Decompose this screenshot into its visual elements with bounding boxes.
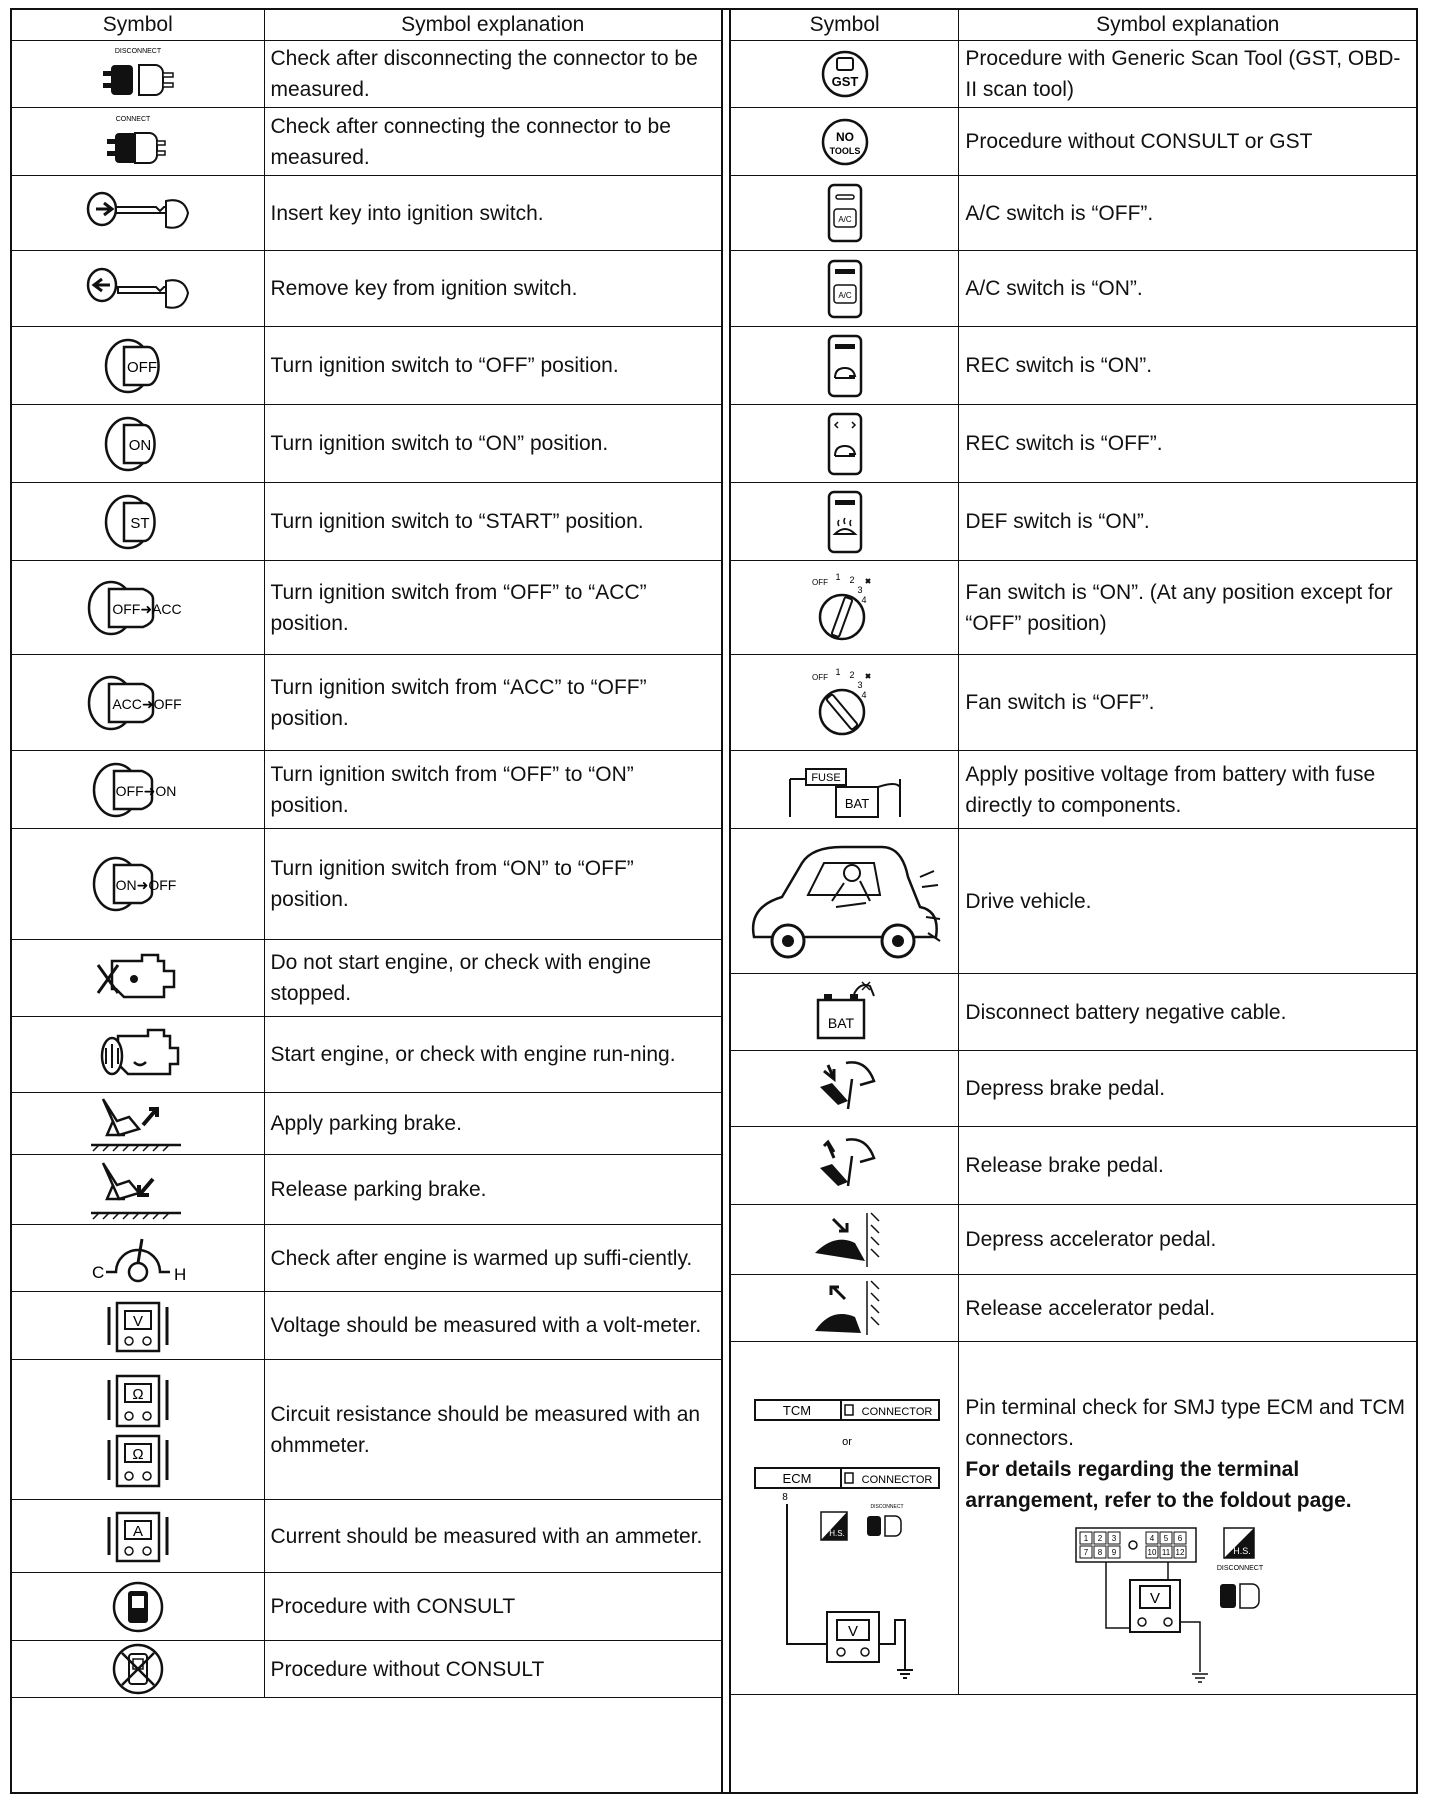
table-row: [731, 829, 1416, 974]
explanation-text: Start engine, or check with engine run-ning.: [264, 1017, 721, 1093]
pin-check-text: Pin terminal check for SMJ type ECM and TCM connectors.: [965, 1396, 1406, 1450]
pin-layout-diagram: [1072, 1524, 1302, 1694]
explanation-text: Check after connecting the connector to be measured.: [264, 108, 721, 176]
apply-parking-brake-icon: [83, 1095, 193, 1153]
svg-text:8: 8: [781, 1492, 788, 1503]
table-row: [731, 1127, 1416, 1205]
explanation-text: Turn ignition switch to “START” position.: [264, 483, 721, 561]
svg-text:NO: NO: [835, 129, 854, 144]
table-row: [731, 1205, 1416, 1275]
svg-text:OFF➜ON: OFF➜ON: [115, 782, 177, 799]
table-row: [12, 1573, 721, 1641]
svg-text:DISCONNECT: DISCONNECT: [870, 1504, 904, 1510]
svg-text:FUSE: FUSE: [811, 771, 841, 784]
svg-text:TCM: TCM: [782, 1403, 811, 1418]
explanation-text: Release parking brake.: [264, 1155, 721, 1225]
svg-text:7: 7: [1083, 1548, 1088, 1557]
table-row: [731, 405, 1416, 483]
ignition-on-off-icon: [88, 853, 188, 915]
svg-text:3: 3: [1111, 1534, 1116, 1543]
consult-icon: [108, 1579, 168, 1635]
svg-text:2: 2: [1097, 1534, 1102, 1543]
table-row: [12, 1225, 721, 1292]
table-row: [12, 1641, 721, 1698]
svg-text:2: 2: [849, 669, 855, 680]
svg-text:ON: ON: [128, 436, 151, 454]
explanation-text: Turn ignition switch from “ACC” to “OFF” position.: [264, 655, 721, 751]
table-row: [12, 751, 721, 829]
insert-key-icon: [78, 183, 198, 243]
explanation-text: Insert key into ignition switch.: [264, 176, 721, 251]
table-row: [12, 1292, 721, 1360]
svg-text:4: 4: [861, 594, 867, 605]
svg-text:ACC➜OFF: ACC➜OFF: [112, 695, 182, 712]
header-explanation: Symbol explanation: [959, 10, 1416, 41]
pin-check-bold-text: For details regarding the terminal arrangement, refer to the foldout page.: [965, 1458, 1352, 1512]
svg-text:4: 4: [1149, 1534, 1154, 1543]
left-symbol-table: [12, 10, 721, 1698]
svg-text:11: 11: [1161, 1548, 1170, 1557]
svg-text:3: 3: [857, 679, 863, 690]
svg-text:BAT: BAT: [827, 1015, 854, 1031]
svg-text:Ω: Ω: [132, 1445, 144, 1463]
table-row: [12, 108, 721, 176]
explanation-text: Disconnect battery negative cable.: [959, 974, 1416, 1051]
table-row: [12, 1093, 721, 1155]
right-header-row: [731, 10, 1416, 41]
fan-off-icon: [800, 666, 890, 740]
explanation-text: Depress brake pedal.: [959, 1051, 1416, 1127]
table-row: [12, 1500, 721, 1573]
right-table-column: [729, 10, 1416, 1792]
svg-text:9: 9: [1111, 1548, 1116, 1557]
explanation-text: Current should be measured with an ammeter.: [264, 1500, 721, 1573]
svg-text:8: 8: [1097, 1548, 1102, 1557]
table-row: [731, 327, 1416, 405]
explanation-text: Procedure without CONSULT: [264, 1641, 721, 1698]
no-consult-icon: [108, 1641, 168, 1697]
rec-off-icon: [825, 412, 865, 476]
explanation-text: DEF switch is “ON”.: [959, 483, 1416, 561]
engine-stopped-icon: [88, 947, 188, 1009]
svg-text:Ω: Ω: [132, 1385, 144, 1403]
svg-text:V: V: [847, 1623, 858, 1640]
pin-terminal-check-diagram: [745, 1350, 945, 1690]
svg-text:ST: ST: [130, 514, 150, 532]
ammeter-icon: [103, 1507, 173, 1565]
svg-text:C: C: [91, 1263, 105, 1282]
ac-off-icon: [825, 183, 865, 243]
svg-text:V: V: [1149, 1590, 1160, 1607]
ohmmeter-icon: [103, 1430, 173, 1490]
ignition-start-icon: [98, 491, 178, 553]
svg-text:OFF➜ACC: OFF➜ACC: [112, 600, 182, 617]
table-row: [731, 483, 1416, 561]
svg-text:10: 10: [1147, 1548, 1157, 1557]
release-parking-brake-icon: [83, 1159, 193, 1221]
svg-text:A/C: A/C: [838, 290, 852, 300]
table-row: [731, 655, 1416, 751]
battery-disconnect-icon: [810, 980, 880, 1044]
svg-text:H: H: [173, 1265, 187, 1284]
svg-text:OFF: OFF: [126, 358, 157, 376]
table-row: [731, 41, 1416, 108]
svg-text:A: A: [132, 1523, 143, 1540]
table-row: [731, 1342, 1416, 1695]
table-row: [731, 1051, 1416, 1127]
no-tools-icon: [817, 114, 873, 170]
table-row: [12, 405, 721, 483]
explanation-text: Depress accelerator pedal.: [959, 1205, 1416, 1275]
svg-text:H.S.: H.S.: [828, 1529, 845, 1538]
explanation-text: Apply parking brake.: [264, 1093, 721, 1155]
disconnect-icon: [93, 45, 183, 103]
explanation-text: Fan switch is “ON”. (At any position except for “OFF” position): [959, 561, 1416, 655]
release-brake-icon: [810, 1134, 880, 1198]
temperature-gauge-icon: [78, 1230, 198, 1286]
table-row: [731, 108, 1416, 176]
svg-text:ON➜OFF: ON➜OFF: [115, 877, 177, 893]
table-row: [12, 483, 721, 561]
svg-text:OFF: OFF: [811, 577, 828, 587]
svg-text:3: 3: [857, 584, 863, 595]
explanation-text: Check after disconnecting the connector to be measured.: [264, 41, 721, 108]
table-row: [12, 176, 721, 251]
explanation-text: Procedure with CONSULT: [264, 1573, 721, 1641]
explanation-text: Drive vehicle.: [959, 829, 1416, 974]
svg-text:CONNECTOR: CONNECTOR: [861, 1406, 933, 1418]
table-row: [731, 974, 1416, 1051]
explanation-text: REC switch is “ON”.: [959, 327, 1416, 405]
table-row: [12, 829, 721, 940]
header-symbol: Symbol: [731, 10, 959, 41]
explanation-text: Release accelerator pedal.: [959, 1275, 1416, 1342]
svg-text:H.S.: H.S.: [1232, 1546, 1251, 1556]
ohmmeter-icon-stack: [12, 1370, 264, 1490]
depress-accelerator-icon: [805, 1209, 885, 1271]
engine-running-icon: [88, 1024, 188, 1086]
explanation-text: Do not start engine, or check with engine stopped.: [264, 940, 721, 1017]
header-symbol: Symbol: [12, 10, 264, 41]
svg-text:1: 1: [835, 666, 841, 677]
explanation-text: Turn ignition switch from “ON” to “OFF” position.: [264, 829, 721, 940]
table-row: [12, 41, 721, 108]
explanation-text: Check after engine is warmed up suffi-ciently.: [264, 1225, 721, 1292]
explanation-text: Fan switch is “OFF”.: [959, 655, 1416, 751]
svg-text:V: V: [132, 1312, 143, 1330]
explanation-text: Voltage should be measured with a volt-meter.: [264, 1292, 721, 1360]
svg-text:6: 6: [1177, 1534, 1182, 1543]
pin-check-cell: [959, 1342, 1416, 1695]
table-row: [12, 1017, 721, 1093]
symbol-sheet: [10, 8, 1418, 1794]
ignition-off-on-icon: [88, 759, 188, 821]
svg-text:12: 12: [1175, 1548, 1185, 1557]
svg-text:1: 1: [1083, 1534, 1088, 1543]
drive-vehicle-icon: [740, 837, 950, 965]
svg-text:DISCONNECT: DISCONNECT: [114, 48, 161, 55]
table-row: [12, 1360, 721, 1500]
explanation-text: Turn ignition switch from “OFF” to “ACC” position.: [264, 561, 721, 655]
connect-icon: [93, 113, 183, 171]
explanation-text: Circuit resistance should be measured with an ohmmeter.: [264, 1360, 721, 1500]
svg-text:TOOLS: TOOLS: [829, 145, 861, 156]
ignition-on-icon: [98, 413, 178, 475]
table-row: [731, 176, 1416, 251]
explanation-text: Turn ignition switch to “OFF” position.: [264, 327, 721, 405]
depress-brake-icon: [810, 1057, 880, 1121]
svg-text:A/C: A/C: [838, 215, 852, 224]
explanation-text: A/C switch is “OFF”.: [959, 176, 1416, 251]
explanation-text: Remove key from ignition switch.: [264, 251, 721, 327]
table-row: [12, 940, 721, 1017]
battery-fuse-icon: [780, 759, 910, 821]
header-explanation: Symbol explanation: [264, 10, 721, 41]
ignition-acc-off-icon: [83, 672, 193, 734]
ohmmeter-icon: [103, 1370, 173, 1430]
table-row: [731, 1275, 1416, 1342]
svg-text:DISCONNECT: DISCONNECT: [1216, 1565, 1263, 1572]
svg-text:GST: GST: [831, 74, 859, 89]
voltmeter-icon: [103, 1297, 173, 1355]
explanation-text: Apply positive voltage from battery with fuse directly to components.: [959, 751, 1416, 829]
svg-text:CONNECTOR: CONNECTOR: [861, 1474, 933, 1486]
explanation-text: REC switch is “OFF”.: [959, 405, 1416, 483]
gst-icon: [817, 46, 873, 102]
svg-text:5: 5: [1163, 1534, 1168, 1543]
svg-text:or: or: [841, 1436, 852, 1448]
explanation-text: Procedure with Generic Scan Tool (GST, OBD-II scan tool): [959, 41, 1416, 108]
explanation-text: Procedure without CONSULT or GST: [959, 108, 1416, 176]
def-on-icon: [825, 490, 865, 554]
left-table-column: [12, 10, 723, 1792]
explanation-text: Turn ignition switch from “OFF” to “ON” position.: [264, 751, 721, 829]
right-symbol-table: [731, 10, 1416, 1695]
left-header-row: [12, 10, 721, 41]
svg-text:ECM: ECM: [782, 1471, 812, 1486]
svg-text:OFF: OFF: [811, 672, 828, 682]
svg-text:2: 2: [849, 574, 855, 585]
svg-text:CONNECT: CONNECT: [115, 115, 151, 123]
table-row: [12, 327, 721, 405]
table-row: [12, 655, 721, 751]
explanation-text: Turn ignition switch to “ON” position.: [264, 405, 721, 483]
svg-text:4: 4: [861, 689, 867, 700]
fan-on-icon: [800, 571, 890, 645]
table-row: [731, 751, 1416, 829]
ignition-off-acc-icon: [83, 577, 193, 639]
table-row: [12, 1155, 721, 1225]
svg-text:1: 1: [835, 571, 841, 582]
table-row: [731, 251, 1416, 327]
ignition-off-icon: [98, 335, 178, 397]
table-row: [731, 561, 1416, 655]
remove-key-icon: [78, 259, 198, 319]
explanation-text: Release brake pedal.: [959, 1127, 1416, 1205]
table-row: [12, 561, 721, 655]
ac-on-icon: [825, 259, 865, 319]
explanation-text: A/C switch is “ON”.: [959, 251, 1416, 327]
release-accelerator-icon: [805, 1277, 885, 1339]
svg-text:BAT: BAT: [844, 795, 869, 811]
table-row: [12, 251, 721, 327]
rec-on-icon: [825, 334, 865, 398]
